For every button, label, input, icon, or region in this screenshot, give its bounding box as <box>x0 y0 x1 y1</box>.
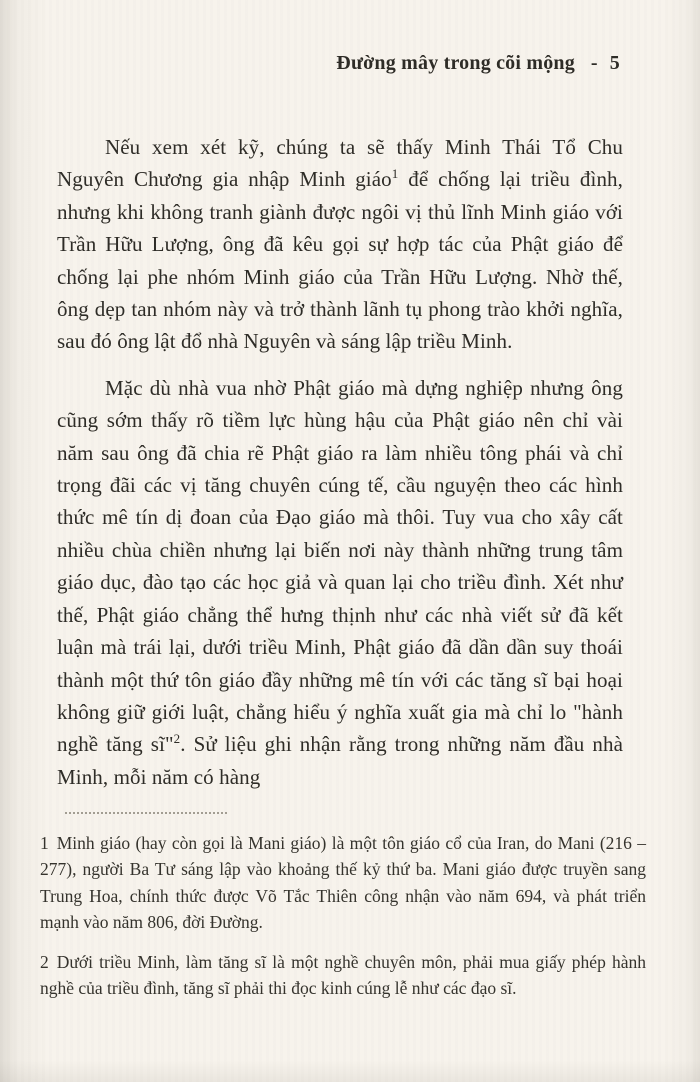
paragraph-1-text-continued: để chống lại triều đình, nhưng khi không tranh giành được ngôi vị thủ lĩnh Minh giáo với Trần Hữu Lượng, ông đã kêu gọi sự hợp tác của Phật giáo để chống lại phe nhóm Minh giáo của Trần Hữu Lượng. Nhờ thế, ông dẹp tan nhóm này và trở thành lãnh tụ phong trào khởi nghĩa, sau đó ông lật đổ nhà Nguyên và sáng lập triều Minh. <box>57 167 623 354</box>
footnote-2-text: Dưới triều Minh, làm tăng sĩ là một nghề chuyên môn, phải mua giấy phép hành nghề của triều đình, tăng sĩ phải thi đọc kinh cúng lễ như các đạo sĩ. <box>40 951 646 999</box>
footnote-1 <box>40 830 646 936</box>
paragraph-2-text-continued: . Sử liệu ghi nhận rằng trong những năm đầu nhà Minh, mỗi năm có hàng <box>57 732 623 789</box>
running-title: Đường mây trong cõi mộng <box>336 52 575 74</box>
footnotes-section <box>40 812 646 1001</box>
paragraph-2-text: Mặc dù nhà vua nhờ Phật giáo mà dựng nghiệp nhưng ông cũng sớm thấy rõ tiềm lực hùng hậu của Phật giáo nên chỉ vài năm sau ông đã chia rẽ Phật giáo ra làm nhiều tông phái và chỉ trọng đãi các vị tăng chuyên cúng tế, cầu nguyện theo các hình thức mê tín dị đoan của Đạo giáo mà thôi. Tuy vua cho xây cất nhiều chùa chiền nhưng lại biến nơi này thành những trung tâm giáo dục, đào tạo các học giả và quan lại cho triều đình. Xét như thế, Phật giáo chẳng thể hưng thịnh như các nhà viết sử đã kết luận mà trái lại, dưới triều Minh, Phật giáo đã dần dần suy thoái thành một thứ tôn giáo đầy những mê tín với các tăng sĩ bại hoại không giữ giới luật, chẳng hiểu ý nghĩa xuất gia mà chỉ lo "hành nghề tăng sĩ" <box>57 375 623 757</box>
footnote-separator <box>65 812 228 814</box>
paragraph-1 <box>57 131 623 358</box>
footnote-2-marker: 2 <box>40 951 49 972</box>
footnote-1-marker: 1 <box>40 833 49 853</box>
footnote-ref-2: 2 <box>173 731 181 747</box>
body-text <box>57 131 623 793</box>
page-number: 5 <box>609 52 620 74</box>
footnote-ref-1: 1 <box>391 166 399 182</box>
paragraph-1-text: Nếu xem xét kỹ, chúng ta sẽ thấy Minh Thái Tổ Chu Nguyên Chương gia nhập Minh giáo <box>57 135 623 192</box>
page-header <box>0 52 620 75</box>
footnote-2 <box>40 949 646 1002</box>
header-dash: - <box>590 52 598 74</box>
footnote-1-text: Minh giáo (hay còn gọi là Mani giáo) là một tôn giáo cổ của Iran, do Mani (216 – 277), người Ba Tư sáng lập vào khoảng thế kỷ thứ ba. Mani giáo được truyền sang Trung Hoa, chính thức được Võ Tắc Thiên công nhận vào năm 694, và phát triển mạnh vào năm 806, đời Đường. <box>40 833 646 933</box>
paragraph-2 <box>57 372 623 793</box>
